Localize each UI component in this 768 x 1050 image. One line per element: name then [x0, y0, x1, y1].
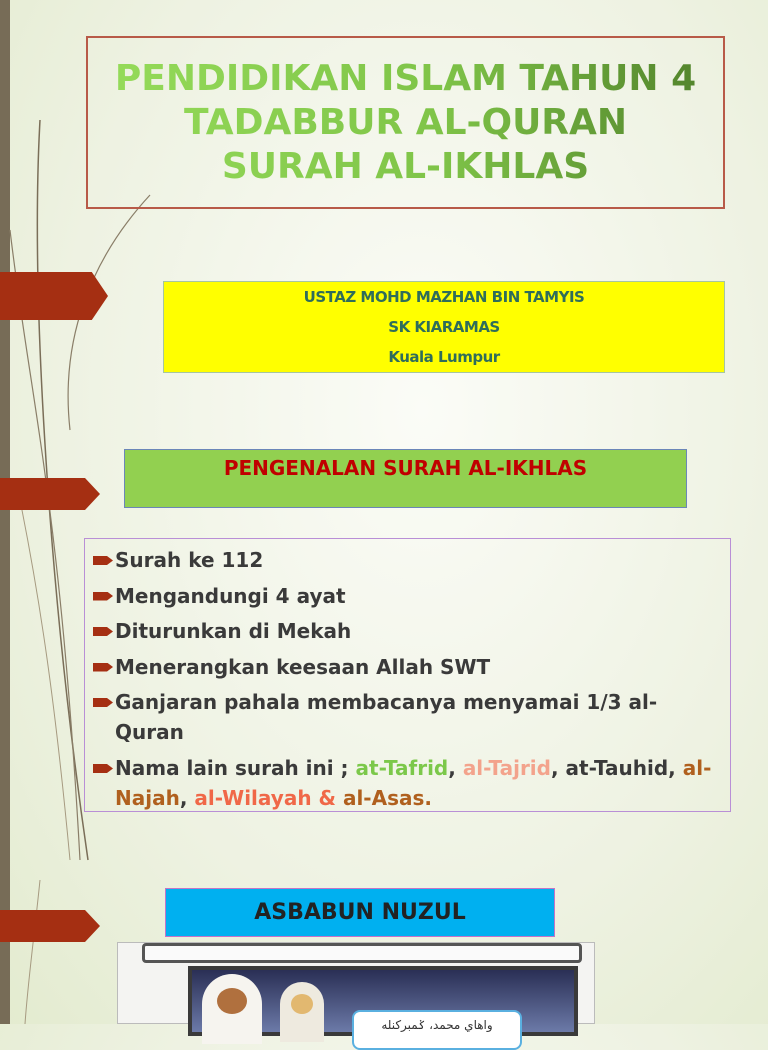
arrow-marker [0, 478, 100, 510]
intro-list [84, 538, 731, 812]
school-name: SK KIARAMAS [388, 318, 500, 336]
city: Kuala Lumpur [388, 348, 500, 366]
list-item-text: Nama lain surah ini ; [115, 756, 356, 780]
figure-left [202, 974, 262, 1044]
author-box [163, 281, 725, 373]
asbab-heading-box [165, 888, 555, 937]
name-wilayah: al-Wilayah & [194, 786, 336, 810]
author-name: USTAZ MOHD MAZHAN BIN TAMYIS [303, 288, 585, 306]
title-line: TADABBUR AL-QURAN [183, 101, 628, 143]
asbab-heading: ASBABUN NUZUL [254, 900, 466, 925]
intro-heading-box [124, 449, 687, 508]
list-item [91, 685, 724, 751]
name-najah: al-Najah [115, 756, 712, 810]
list-item-text: Diturunkan di Mekah [115, 619, 352, 643]
name-tauhid: , at-Tauhid, [550, 756, 683, 780]
name-tajrid: al-Tajrid [462, 756, 551, 780]
arrow-bullet-icon [93, 663, 113, 672]
list-item-other-names [91, 751, 724, 817]
comic-scene [188, 966, 578, 1036]
list-item-text: Menerangkan keesaan Allah SWT [115, 654, 491, 679]
arrow-marker [0, 272, 108, 320]
arrow-bullet-icon [93, 592, 113, 601]
comic-illustration [117, 942, 595, 1032]
separator: , [179, 786, 195, 810]
arrow-bullet-icon [93, 764, 113, 773]
arrow-bullet-icon [93, 556, 113, 565]
figure-right [280, 982, 324, 1042]
separator: , [448, 756, 463, 780]
list-item [91, 579, 724, 615]
name-asas: al-Asas. [342, 786, 432, 810]
screen-frame [142, 943, 582, 963]
arrow-marker [0, 910, 100, 942]
separator [336, 786, 343, 810]
list-item [91, 650, 724, 686]
arrow-bullet-icon [93, 627, 113, 636]
title-line: SURAH AL-IKHLAS [221, 145, 590, 187]
title-box [86, 36, 725, 209]
list-item-text: Mengandungi 4 ayat [115, 583, 346, 608]
name-tafrid: at-Tafrid [355, 756, 449, 780]
title-line: PENDIDIKAN ISLAM TAHUN 4 [114, 57, 697, 99]
list-item-text: Surah ke 112 [115, 548, 264, 572]
arrow-bullet-icon [93, 698, 113, 707]
intro-heading: PENGENALAN SURAH AL-IKHLAS [223, 456, 588, 480]
list-item [91, 614, 724, 650]
speech-bubble: واهاي محمد، ݢمبركنله [352, 1010, 522, 1050]
list-item [91, 543, 724, 579]
list-item-text: Ganjaran pahala membacanya menyamai 1/3 al-Quran [115, 690, 658, 744]
